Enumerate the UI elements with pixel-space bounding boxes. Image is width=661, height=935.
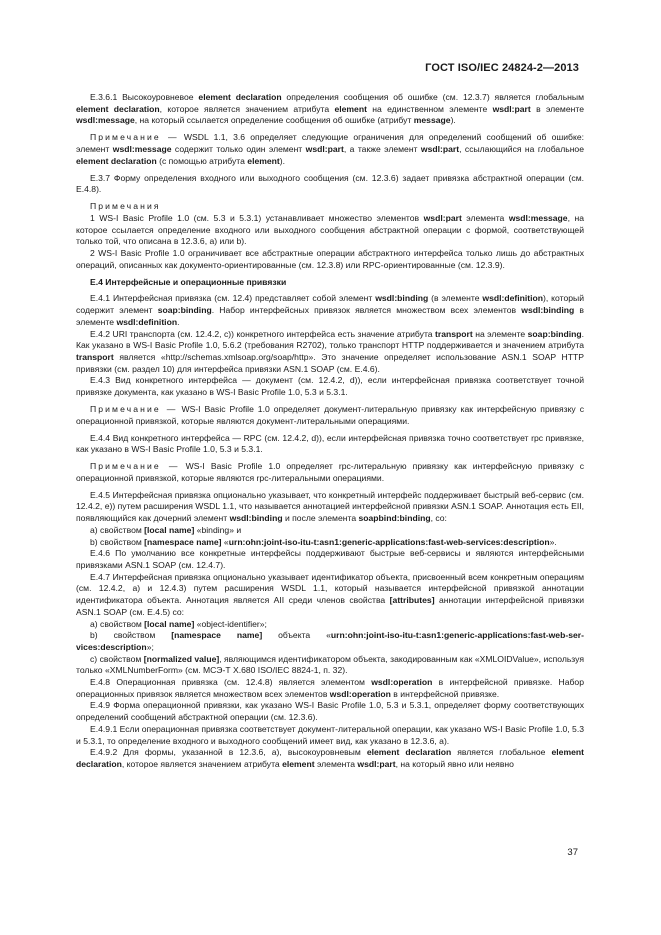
bold-term: element declaration	[198, 92, 282, 102]
text-run: элемента	[314, 758, 358, 769]
text-run: Е.4.5 Интерфейсная привязка опционально указывает, что конкретный интерфейс поддерживает быстрый веб-сервис (см. 12.4.2, e)) путем расширения WSDL 1.1, что называется аннотацией интерфейсной привязки ASN.1 SOAP. Аннотация есть EII, появляющийся как дочерний элемент	[76, 489, 584, 524]
bold-term: element declaration	[366, 747, 452, 758]
text-run: , которое является значением атрибута	[121, 758, 283, 769]
bold-term: wsdl:part	[492, 103, 531, 114]
text-run: b) свойством	[90, 536, 145, 547]
text-run: , на которое ссылается определение входного или выходного сообщения абстрактной операции с формой, соответствующей только той, что описана в 12.3.6, a) или b).	[76, 212, 584, 247]
text-run: , а также элемент	[343, 144, 421, 154]
text-run: (в элементе	[428, 293, 483, 304]
text-run: на единственном элементе	[366, 103, 493, 114]
text-run: WS-I Basic Profile 1.0 определяет документ-литеральную привязку как интерфейсную привязку с операционной привязкой, которые являются документ-литеральными операциями.	[76, 404, 584, 426]
paragraph	[76, 92, 584, 127]
bold-term: [namespace name]	[171, 630, 263, 641]
paragraph	[76, 173, 584, 196]
text-run: в элементе	[76, 305, 585, 327]
text-run: a) свойством	[90, 618, 145, 629]
text-run: в интерфейсной привязке. Набор операционных привязок является множеством всех элементов	[76, 677, 584, 699]
bold-term: wsdl:binding	[229, 513, 283, 524]
text-run: . Как указано в WS-I Basic Profile 1.0, 5.6.2 (требования R2702), только транспорт HTTP поддерживается и значением атрибута	[76, 328, 584, 351]
paragraph	[76, 525, 584, 537]
bold-term: element	[282, 758, 315, 769]
bold-term: message	[413, 115, 451, 126]
bold-term: element declaration	[76, 747, 584, 769]
text-run: WS-I Basic Profile 1.0 определяет rpc-литеральную привязку как интерфейсную привязку с операционной привязкой, которые являются rpc-литеральными операциями.	[76, 461, 584, 483]
paragraph	[76, 375, 584, 398]
text-run: Е.3.6.1 Высокоуровневое	[90, 92, 199, 102]
bold-term: urn:ohn:joint-iso-itu-t:asn1:generic-applications:fast-web-services:description	[228, 536, 550, 547]
text-run: Е.4.9.2 Для формы, указанной в 12.3.6, a), высокоуровневым	[90, 747, 367, 758]
text-run: , на который ссылается определение сообщения об ошибке (атрибут	[134, 115, 414, 126]
page-number: 37	[567, 847, 578, 858]
paragraph	[76, 700, 584, 723]
paragraph	[76, 572, 584, 619]
paragraph	[76, 329, 584, 376]
bold-term: element declaration	[76, 155, 157, 166]
bold-term: wsdl:part	[423, 212, 462, 223]
bold-term: wsdl:binding	[521, 305, 575, 316]
bold-term: wsdl:operation	[329, 688, 391, 699]
text-run: Примечание —	[90, 461, 180, 472]
text-run: Е.4.2 URI транспорта (см. 12.4.2, c)) конкретного интерфейса есть значение атрибута	[90, 328, 436, 339]
text-run: Е.4.1 Интерфейсная привязка (см. 12.4) представляет собой элемент	[90, 293, 376, 304]
text-run: , которое является значением атрибута	[159, 103, 335, 114]
text-run: Примечание —	[90, 404, 178, 414]
paragraph	[76, 433, 584, 456]
bold-term: soap:binding	[527, 328, 582, 339]
text-run: . Набор интерфейсных привязок является множеством всех элементов	[211, 305, 522, 316]
text-run: Е.4.9.1 Если операционная привязка соответствует документ-литеральной операции, как указано WS-I Basic Profile 1.0, 5.3 и 5.3.1, то определение входного и выходного сообщений имеет вид, как указано в 12.3.6, a).	[76, 723, 584, 746]
text-run: b) свойством	[90, 630, 172, 641]
paragraph	[76, 654, 584, 677]
bold-term: wsdl:definition	[116, 316, 178, 327]
text-run: элемента	[461, 212, 509, 223]
bold-term: wsdl:part	[420, 144, 460, 154]
bold-term: wsdl:part	[357, 758, 396, 769]
text-run: в интерфейсной привязке.	[390, 688, 500, 699]
bold-term: wsdl:binding	[375, 293, 429, 304]
text-run: «object-identifier»;	[194, 618, 267, 629]
paragraph	[76, 548, 584, 571]
paragraph	[76, 630, 584, 653]
text-run: определения сообщения об ошибке (см. 12.3.7) является глобальным	[281, 92, 585, 102]
text-run: объекта «	[262, 630, 331, 641]
bold-term: [local name]	[144, 618, 195, 629]
paragraph	[76, 201, 584, 213]
bold-term: transport	[76, 352, 114, 362]
bold-term: transport	[435, 328, 473, 339]
text-run: Е.4.8 Операционная привязка (см. 12.4.8) является элементом	[90, 677, 372, 688]
text-run: a) свойством	[90, 524, 145, 535]
text-run: ».	[549, 536, 557, 547]
bold-term: wsdl:definition	[482, 293, 544, 304]
text-run: аннотации интерфейсной привязки ASN.1 SOAP (см. Е.4.5) со:	[76, 595, 584, 617]
bold-term: wsdl:operation	[371, 677, 433, 688]
text-run: «binding» и	[194, 524, 242, 535]
text-run: ).	[279, 155, 286, 166]
text-run: WSDL 1.1, 3.6 определяет следующие ограничения для определений сообщений об ошибке: элемент	[76, 132, 584, 154]
paragraph	[76, 277, 584, 289]
text-run: Е.4.3 Вид конкретного интерфейса — документ (см. 12.4.2, d)), если интерфейсная привязка соответствует точной привязке документа, как указано в WS-I Basic Profile 1.0, 5.3 и 5.3.1.	[76, 375, 584, 398]
bold-term: soap:binding	[157, 305, 212, 316]
text-run: Е.4.6 По умолчанию все конкретные интерфейсы поддерживают быстрые веб-сервисы и являются интерфейсными привязками ASN.1 SOAP (см. 12.4.7).	[76, 548, 584, 570]
paragraph	[76, 677, 584, 700]
document-body	[76, 92, 584, 771]
text-run: Е.4.4 Вид конкретного интерфейса — RPC (см. 12.4.2, d)), если интерфейсная привязка точно соответствует rpc привязке, как указано в WS-I Basic Profile 1.0, 5.3 и 5.3.1.	[76, 432, 584, 455]
text-run: содержит только один элемент	[171, 144, 306, 154]
bold-term: Е.4 Интерфейсные и операционные привязки	[90, 276, 287, 287]
bold-term: wsdl:message	[508, 212, 568, 223]
paragraph	[76, 461, 584, 484]
text-run: 2 WS-I Basic Profile 1.0 ограничивает все абстрактные операции абстрактного интерфейса только лишь до абстрактных операций, описанных как документо-ориентированные (см. 12.3.8) или RPC-ориентированные (см. 12.3.9).	[76, 248, 584, 270]
bold-term: wsdl:message	[112, 144, 172, 154]
paragraph	[76, 132, 584, 167]
bold-term: wsdl:message	[76, 115, 135, 126]
bold-term: urn:ohn:joint-iso-itu-t:asn1:generic-applications:fast-web-services:description	[76, 630, 584, 652]
text-run: , ссылающийся на глобальное	[459, 144, 584, 154]
bold-term: element declaration	[76, 103, 160, 114]
text-run: Примечание —	[90, 132, 179, 143]
paragraph	[76, 747, 584, 770]
text-run: на элементе	[472, 328, 528, 339]
text-run: является «http://schemas.xmlsoap.org/soap/http». Это значение определяет использование ASN.1 SOAP HTTP привязки (см. раздел 10) для интерфейса привязки ASN.1 SOAP (см. Е.4.6).	[76, 352, 584, 374]
paragraph	[76, 490, 584, 525]
text-run: , со:	[430, 513, 447, 524]
text-run: Е.4.7 Интерфейсная привязка опционально указывает идентификатор объекта, присвоенный всем конкретным операциям (см. 12.4.2, a) и 12.4.3) путем расширения WSDL 1.1, который называется интерфейсной привязкой аннотации идентификатора объекта. Аннотация является AII среди членов свойства	[76, 571, 584, 606]
text-run: и после элемента	[282, 513, 359, 524]
text-run: »;	[146, 641, 154, 652]
text-run: ).	[450, 115, 456, 126]
text-run: c) свойством	[90, 653, 144, 664]
text-run: Е.3.7 Форму определения входного или выходного сообщения (см. 12.3.6) задает привязка абстрактной операции (см. Е.4.8).	[76, 172, 584, 195]
text-run: 1 WS-I Basic Profile 1.0 (см. 5.3 и 5.3.1) устанавливает множество элементов	[90, 212, 424, 223]
paragraph	[76, 537, 584, 549]
bold-term: [local name]	[144, 524, 195, 535]
text-run: «	[221, 536, 229, 547]
text-run: ), который содержит элемент	[76, 293, 584, 316]
text-run: является глобальное	[451, 747, 552, 758]
paragraph	[76, 404, 584, 427]
bold-term: [normalized value]	[143, 653, 220, 664]
paragraph	[76, 248, 584, 271]
paragraph	[76, 293, 584, 328]
bold-term: element	[247, 155, 280, 166]
text-run: в элементе	[530, 103, 584, 114]
paragraph	[76, 619, 584, 631]
text-run: (с помощью атрибута	[156, 155, 248, 166]
bold-term: wsdl:part	[305, 144, 344, 154]
bold-term: element	[334, 103, 367, 114]
paragraph	[76, 724, 584, 747]
bold-term: soapbind:binding	[358, 513, 431, 524]
standard-header: ГОСТ ISO/IEC 24824-2—2013	[425, 62, 579, 74]
bold-term: [attributes]	[389, 595, 435, 606]
text-run: .	[177, 316, 180, 327]
paragraph	[76, 213, 584, 248]
text-run: , на который явно или неявно	[395, 758, 514, 769]
text-run: , являющимся идентификатором объекта, закодированным как «XMLOIDValue», используя только «XMLNumberForm» (см. МСЭ-Т X.680 ISO/IEC 8824-1, п. 32).	[76, 653, 585, 676]
bold-term: [namespace name]	[144, 536, 222, 547]
text-run: Примечания	[90, 201, 161, 212]
text-run: Е.4.9 Форма операционной привязки, как указано WS-I Basic Profile 1.0, 5.3 и 5.3.1, определяет форму соответствующих определений сообщений абстрактной операции (см. 12.3.6).	[76, 700, 584, 723]
